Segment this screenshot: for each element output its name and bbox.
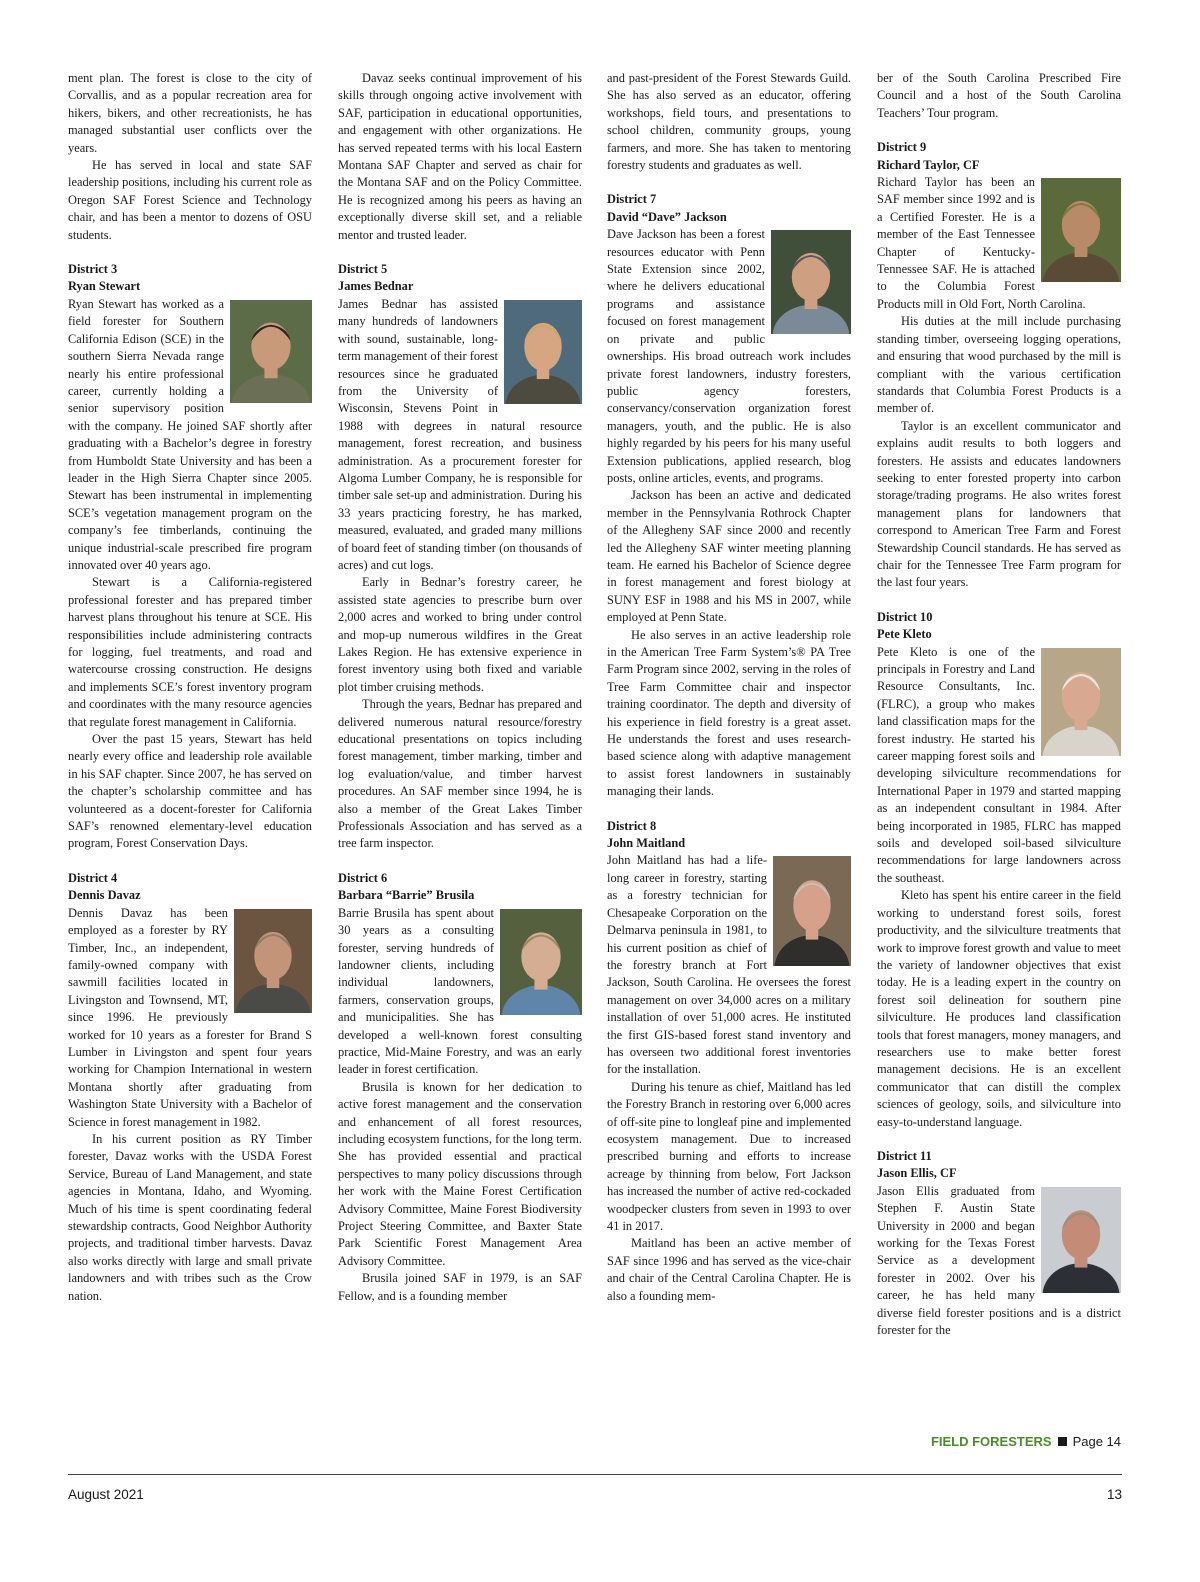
paragraph: Through the years, Bednar has prepared and delivered numerous natural resource/forestry educational presentations on topics including forest management, timber marking, timber and log evaluation/value, and timber harvest procedures. An SAF member since 1994, he is also a member of the Great Lakes Timber Professionals Association and has served as a tree farm inspector. (338, 697, 582, 851)
paragraph: and past-president of the Forest Stewards Guild. She has also served as an educator, offering workshops, field tours, and presentations to school children, community groups, young farmers, and more. She has taken to mentoring forestry students and graduates as well. (607, 71, 851, 173)
paragraph: Taylor is an excellent communicator and explains audit results to both loggers and foresters. He assists and educates landowners seeking to enter forested property into carbon storage/trading programs. He also writes forest management plans for landowners that correspond to American Tree Farm and Forest Stewardship Council standards. He has served as chair for the Tennessee Tree Farm program for the last four years. (877, 418, 1121, 590)
face (793, 881, 830, 932)
person-name: Dennis Davaz (68, 888, 141, 903)
person-name: James Bednar (338, 279, 414, 294)
face (524, 323, 561, 371)
portrait-image (1041, 178, 1121, 282)
paragraph: He has served in local and state SAF leadership positions, including his current role as Oregon SAF Forest Science and Technology chair, and has been a mentor to dozens of OSU students. (68, 158, 312, 242)
person-name: Richard Taylor, CF (877, 157, 980, 172)
district-heading (607, 818, 851, 853)
paragraph: Pete Kleto is one of the principals in Forestry and Land Resource Consultants, Inc. (FLRC), a group who makes land classification maps for the forest industry. He started his career mapping forest soils and developing silviculture recommendations for International Paper in 1979 and started mapping as an independent consultant in 1984. After being incorporated in 1985, FLRC has mapped soils and developed soil-based silviculture recommendations for large landowners across the southeast. (877, 644, 1121, 885)
person-name: John Maitland (607, 836, 686, 851)
paragraph: He also serves in an active leadership role in the American Tree Farm System’s® PA Tree Farm Program since 2002, serving in the roles of Tree Farm Committee chair and inspector training coordinator. The depth and diversity of his experience in field forestry is a great asset. He understands the forest and uses research-based science along with adaptive management to assist forest landowners in sustainably managing their lands. (607, 627, 851, 799)
portrait-image (773, 856, 851, 966)
district-label: District 7 (607, 192, 657, 207)
paragraph: During his tenure as chief, Maitland has led the Forestry Branch in restoring over 6,000 acres of off-site pine to longleaf pine and implemented ecosystem management. Due to increased prescribed burning and efforts to increase acreage by thinning from below, Fort Jackson has increased the number of active red-cockaded woodpecker clusters from seven in 1993 to over 41 in 2017. (607, 1079, 851, 1233)
person-name: Ryan Stewart (68, 279, 141, 294)
paragraph: Maitland has been an active member of SAF since 1996 and has served as the vice-chair and chair of the Central Carolina Chapter. He is also a founding mem- (607, 1236, 851, 1303)
paragraph: Ryan Stewart has worked as a field forester for Southern California Edison (SCE) in the southern Sierra Nevada range nearly his entire professional career, currently holding a senior supervisory position with the company. He joined SAF shortly after graduating with a Bachelor’s degree in forestry from Humboldt State University and has been a leader in the High Sierra Chapter since 2005. Stewart has been instrumental in implementing SCE’s vegetation management program on the company’s fee timberlands, continuing the unique industrial-scale prescribed fire program innovated over 40 years ago. (68, 296, 312, 572)
paragraph: Richard Taylor has been an SAF member since 1992 and is a Certified Forester. He is a member of the East Tennessee Chapter of Kentucky-Tennessee SAF. He is attached to the Columbia Forest Products mill in Old Fort, North Carolina. (877, 175, 1086, 311)
district-label: District 11 (877, 1148, 932, 1163)
photo-pete-kleto (1041, 648, 1121, 756)
paragraph: Over the past 15 years, Stewart has held nearly every office and leadership role available in his SAF chapter. Since 2007, he has served on the chapter’s scholarship committee and has volunteered as a docent-forester for California SAF’s renowned elementary-level education program, Forest Conservation Days. (68, 732, 312, 851)
district-heading (877, 139, 1121, 174)
district-label: District 10 (877, 609, 933, 624)
footer-date: August 2021 (68, 1487, 144, 1502)
footer-page-number: 13 (1106, 1487, 1122, 1502)
paragraph: Jackson has been an active and dedicated member in the Pennsylvania Rothrock Chapter of the Allegheny SAF since 2000 and recently led the Allegheny SAF winter meeting planning team. He earned his Bachelor of Science degree in forest management and forest biology at SUNY ESF in 1988 and his MS in 2007, while employed at Penn State. (607, 488, 851, 625)
portrait-image (234, 909, 312, 1013)
portrait-image (1041, 648, 1121, 756)
person-name: Barbara “Barrie” Brusila (338, 888, 475, 903)
paragraph: Jason Ellis graduated from Stephen F. Austin State University in 2000 and began working for the Texas Forest Service as a development forester in 2002. Over his career, he has held many diverse field forester positions and is a district forester for the (877, 1183, 1121, 1338)
person-name: David “Dave” Jackson (607, 209, 727, 224)
district-heading (877, 1148, 1121, 1183)
district-label: District 9 (877, 140, 927, 155)
photo-john-maitland (773, 856, 851, 966)
face (254, 932, 291, 980)
portrait-image (1041, 1187, 1121, 1293)
paragraph: ber of the South Carolina Prescribed Fire Council and a host of the South Carolina Teachers’ Tour program. (877, 71, 1121, 120)
paragraph: Brusila joined SAF in 1979, is an SAF Fellow, and is a founding member (338, 1271, 582, 1303)
face (251, 323, 290, 370)
photo-barbara-brusila (500, 909, 582, 1015)
district-label: District 6 (338, 870, 388, 885)
paragraph: Early in Bednar’s forestry career, he assisted state agencies to prescribe burn over 2,000 acres and worked to bring under control and mop-up numerous wildfires in the Great Lakes Region. He has extensive experience in forest inventory using both fixed and variable plot timber cruising methods. (338, 575, 582, 694)
paragraph: Dennis Davaz has been employed as a forester by RY Timber, Inc., an independent, family-owned company with sawmill facilities located in Livingston and Townsend, MT, since 1996. He previously worked for 10 years as a forester for Brand S Lumber in Livingston and spent four years working for Champion International in western Montana shortly after graduating from Washington State University with a Bachelor of Science in forest management in 1982. (68, 905, 312, 1129)
person-name: Pete Kleto (877, 627, 932, 642)
face (1062, 201, 1100, 249)
portrait-image (771, 230, 851, 334)
photo-james-bednar (504, 300, 582, 404)
paragraph: John Maitland has had a life-long career in forestry, starting as a forestry technician for Chesapeake Corporation on the Delmarva peninsula in 1981, to his current position as chief of the forestry branch at Fort Jackson, South Carolina. He oversees the forest management on over 34,000 acres on a military installation of over 51,000 acres. He instituted the first GIS-based forest stand inventory and has overseen two additional forest inventories for the installation. (607, 853, 851, 1077)
jump-page: Page 14 (1072, 1434, 1121, 1449)
face (521, 932, 560, 981)
paragraph: James Bednar has assisted many hundreds of landowners with sound, sustainable, long-term management of their forest resources since he graduated from the University of Wisconsin, Stevens Point in 1988 with degrees in natural resource management, forest recreation, and business administration. As a procurement forester for Algoma Lumber Company, he is responsible for timber sale set-up and administration. During his 33 years practicing forestry, he has marked, measured, evaluated, and graded many millions of board feet of standing timber (on thousands of acres) and cut logs. (338, 296, 582, 572)
district-label: District 4 (68, 870, 118, 885)
paragraph: Kleto has spent his entire career in the field working to understand forest soils, forest productivity, and the silviculture treatments that work to improve forest growth and value to meet the variety of landowner objectives that exist today. He is a leading expert in the country on forest soil delineation for southern pine silviculture. He produces land classification tools that forest managers, money managers, and researchers use to make better forest management decisions. He is an excellent communicator that can distill the complex sciences of geology, soils, and silviculture into easy-to-understand language. (877, 888, 1121, 1129)
paragraph: Brusila is known for her dedication to active forest management and the conservation and enhancement of all forest resources, including ecosystem functions, for the long term. She has provided essential and practical perspectives to many policy discussions through her work with the Maine Forest Certification Advisory Committee, Maine Forest Biodiversity Project Steering Committee, and Baxter State Park Scientific Forest Management Area Advisory Committee. (338, 1079, 582, 1268)
district-heading (338, 870, 582, 905)
photo-ryan-stewart (230, 300, 312, 403)
district-heading (68, 261, 312, 296)
column-3 (607, 70, 851, 1305)
photo-richard-taylor (1041, 178, 1121, 282)
district-heading (338, 261, 582, 296)
footer-rule (68, 1474, 1122, 1475)
continued-on-page (877, 1434, 1121, 1449)
person-name: Jason Ellis, CF (877, 1166, 957, 1181)
column-1 (68, 70, 312, 1305)
square-bullet-icon (1058, 1437, 1067, 1446)
face (1062, 671, 1100, 721)
portrait-image (230, 300, 312, 403)
district-heading (68, 870, 312, 905)
paragraph: His duties at the mill include purchasing standing timber, overseeing logging operations, and ensuring that wood purchased by the mill is compliant with the various certification standards that Columbia Forest Products is a member of. (877, 314, 1121, 416)
publication-name: FIELD FORESTERS (930, 1434, 1052, 1449)
district-label: District 5 (338, 262, 388, 277)
paragraph: Stewart is a California-registered professional forester and has prepared timber harvest plans throughout his tenure at SCE. His responsibilities include administering contracts for logging, fuel treatments, and road and watercourse crossing construction. He designs and implements SCE’s forest inventory program and coordinates with the many resource agencies that regulate forest management in California. (68, 575, 312, 729)
photo-dennis-davaz (234, 909, 312, 1013)
portrait-image (500, 909, 582, 1015)
district-heading (607, 191, 851, 226)
district-label: District 3 (68, 262, 118, 277)
column-4 (877, 70, 1121, 1339)
photo-david-jackson (771, 230, 851, 334)
paragraph: Davaz seeks continual improvement of his skills through ongoing active involvement with SAF, participation in educational opportunities, and engagement with other organizations. He has served repeated terms with his local Eastern Montana SAF Chapter and served as chair for the Montana SAF and on the Policy Committee. He is recognized among his peers as having an exceptionally diverse skill set, and a reliable mentor and trusted leader. (338, 71, 582, 242)
face (792, 253, 830, 301)
paragraph: Barrie Brusila has spent about 30 years as a consulting forester, serving hundreds of landowner clients, including individual landowners, farmers, conservation groups, and municipalities. She has developed a well-known forest consulting practice, Mid-Maine Forestry, and was an early leader in forest certification. (338, 905, 582, 1077)
district-heading (877, 609, 1121, 644)
column-2 (338, 70, 582, 1305)
photo-jason-ellis (1041, 1187, 1121, 1293)
paragraph: ment plan. The forest is close to the city of Corvallis, and as a popular recreation area for hikers, bikers, and other recreationists, he has managed substantial user conflicts over the years. (68, 71, 312, 155)
district-label: District 8 (607, 818, 657, 833)
paragraph: In his current position as RY Timber forester, Davaz works with the USDA Forest Service, Bureau of Land Management, and state agencies in Montana, Idaho, and Wyoming. Much of his time is spent coordinating federal stewardship contracts, Good Neighbor Authority projects, and traditional timber harvests. Davaz also works directly with large and small private landowners and with tribes such as the Crow nation. (68, 1131, 312, 1303)
face (1062, 1210, 1100, 1259)
portrait-image (504, 300, 582, 404)
paragraph: Dave Jackson has been a forest resources educator with Penn State Extension since 2002, where he delivers educational programs and assistance focused on forest management on private and public ownerships. His broad outreach work includes private forest landowners, industry foresters, public agency foresters, conservancy/conservation organization forest managers, youth, and the public. He is also highly regarded by his peers for his many useful Extension publications, applied research, blog posts, online articles, events, and programs. (607, 227, 851, 485)
